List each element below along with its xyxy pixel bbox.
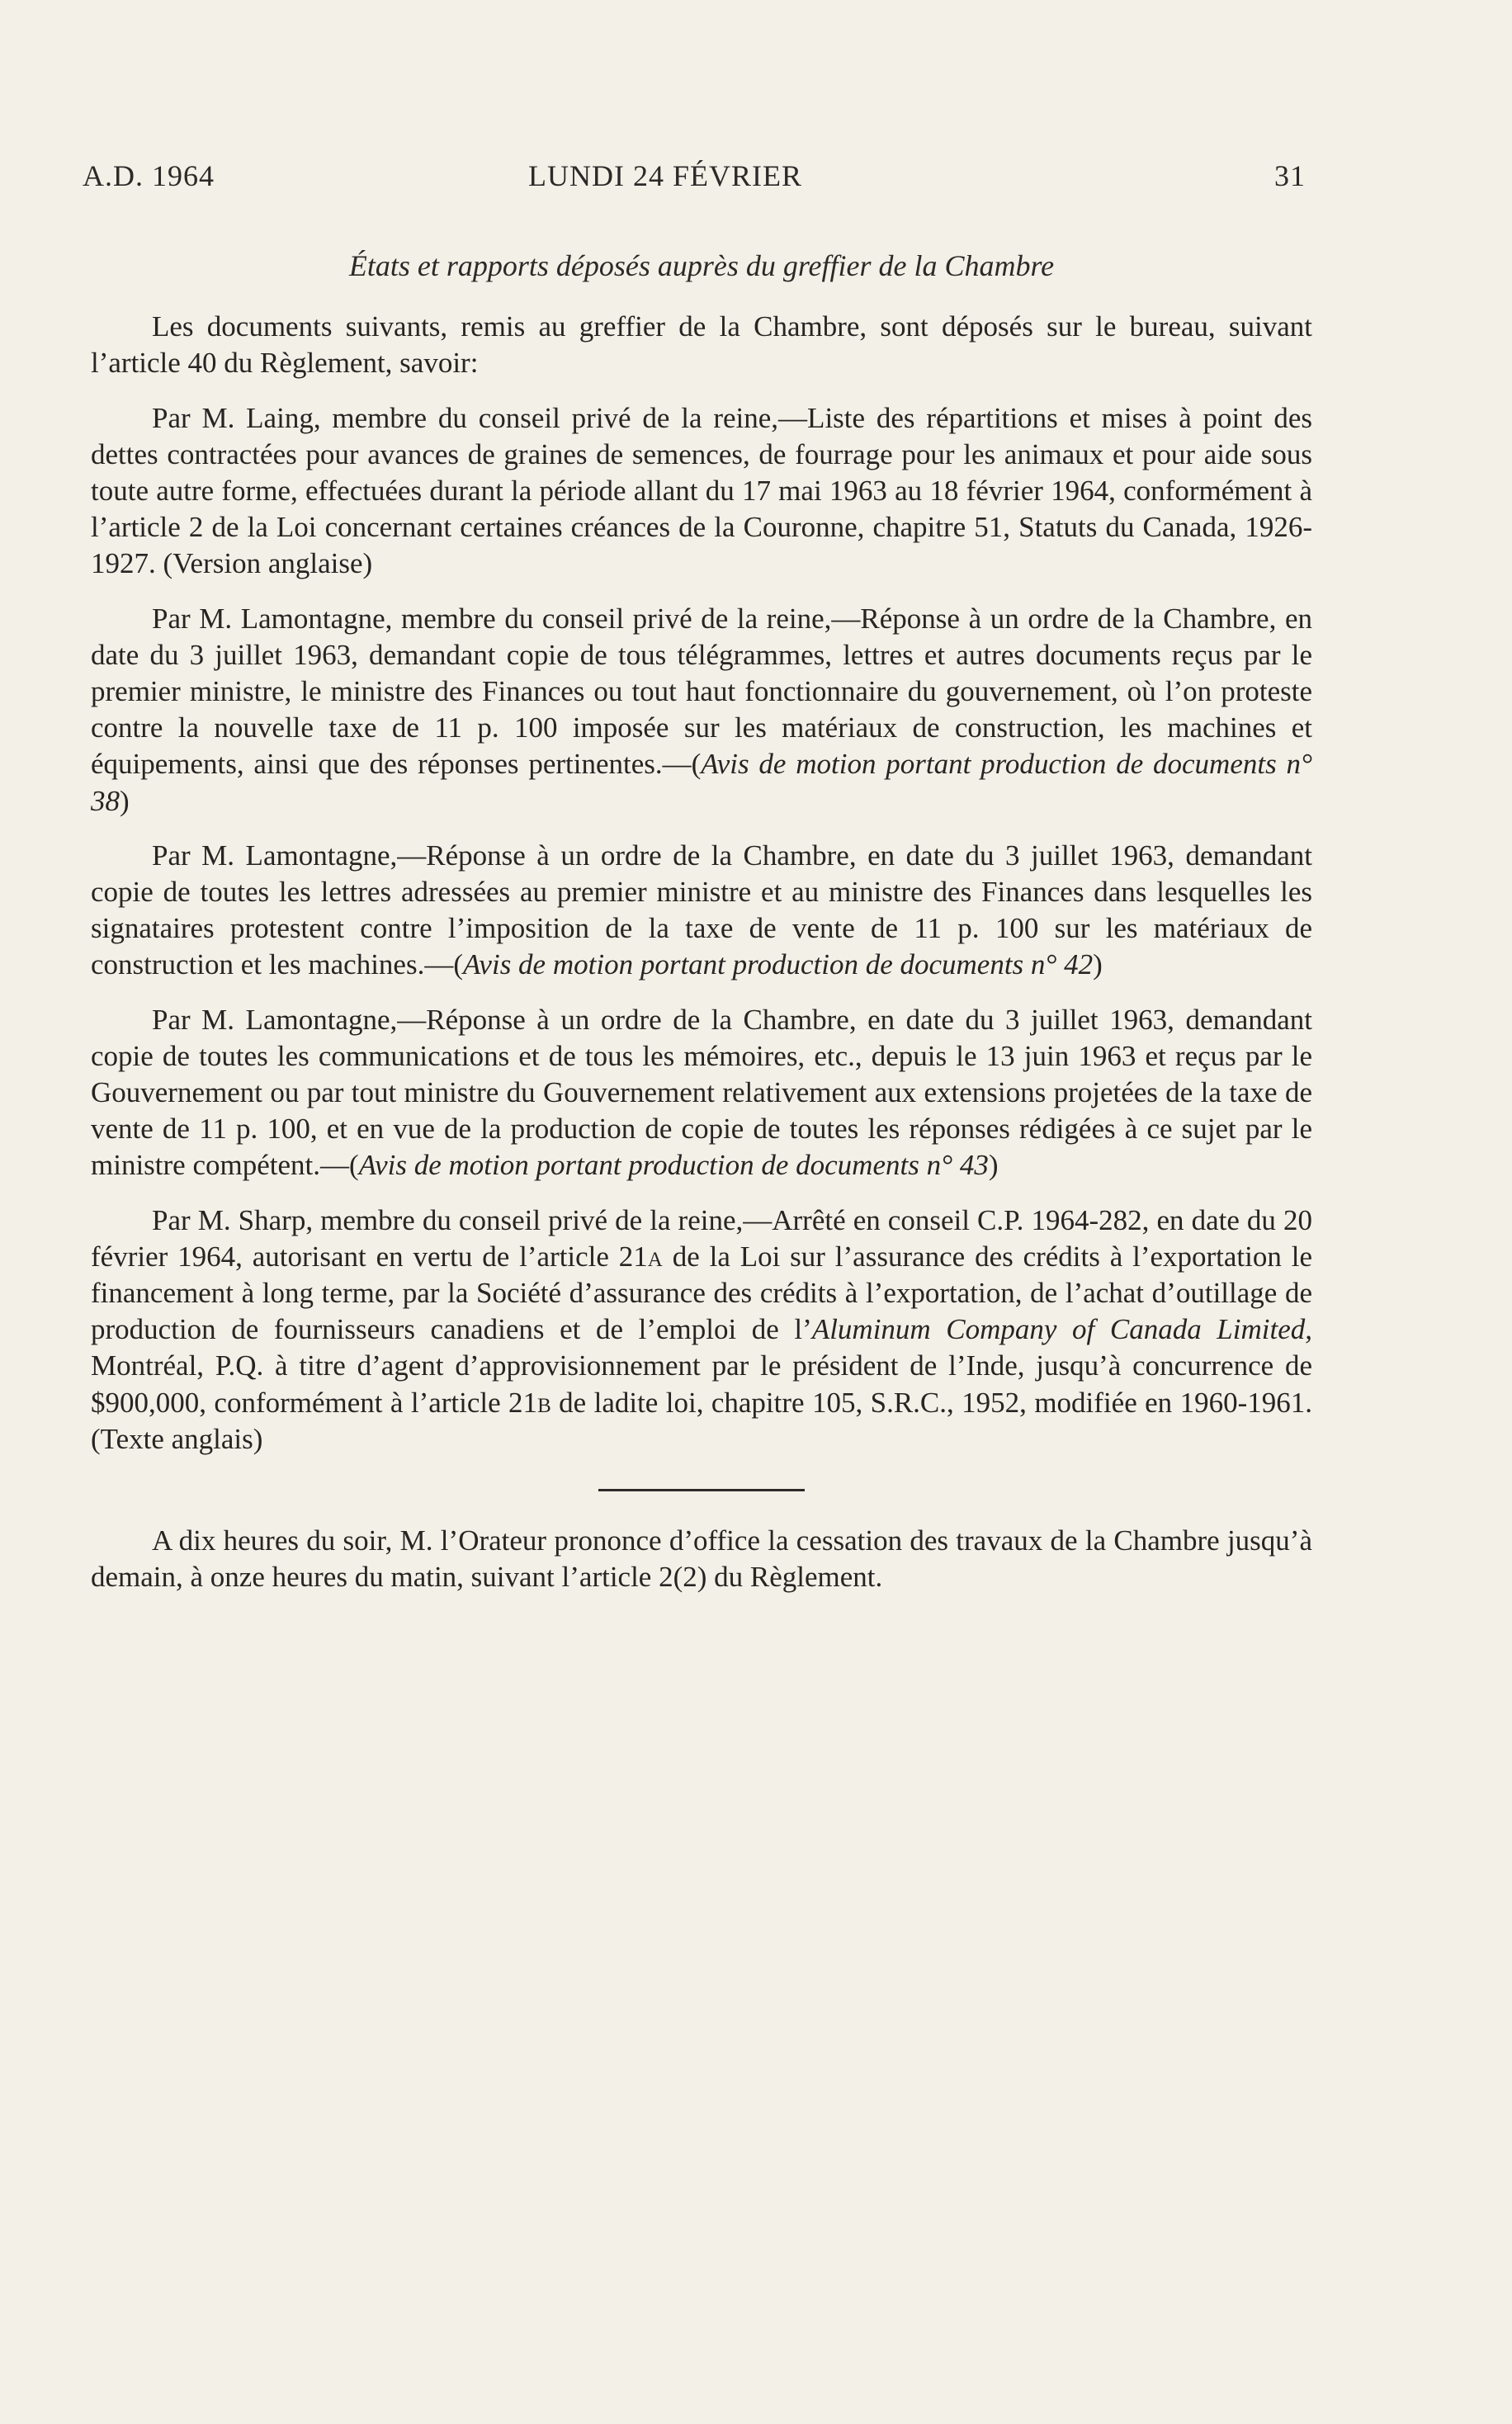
company-name: Aluminum Company of Canada Limited, — [811, 1313, 1312, 1346]
paragraph-text-end: ) — [120, 784, 130, 817]
motion-reference: Avis de motion portant production de documents n° 38 — [91, 748, 1312, 817]
body-text — [91, 248, 1312, 1614]
section-title: États et rapports déposés auprès du greffier de la Chambre — [348, 249, 1055, 282]
paragraph-text: de ladite loi, chapitre 105, S.R.C., 1952, modifiée en 1960-1961. (Texte anglais) — [91, 1386, 1312, 1455]
paragraph-lamontagne-2 — [91, 838, 1312, 984]
paragraph-text-end: ) — [1093, 948, 1103, 981]
paragraph-text: de la Loi sur l’assurance des crédits à l’exportation le financement à long terme, par la Société d’assurance des crédits à l’exportation, de l’achat d’outillage de production de fournisseurs canadiens et de l’emploi de l’ — [91, 1240, 1312, 1346]
paragraph-sharp — [91, 1203, 1312, 1458]
header-date: LUNDI 24 FÉVRIER — [528, 159, 802, 192]
intro-paragraph: Les documents suivants, remis au greffier de la Chambre, sont déposés sur le bureau, suivant l’article 40 du Règlement, savoir: — [91, 310, 1312, 380]
paragraph-text: Montréal, P.Q. à titre d’agent d’approvisionnement par le président de l’Inde, jusqu’à concurrence de $900,000, conformément à l’article 21 — [91, 1349, 1312, 1419]
closing-paragraph: A dix heures du soir, M. l’Orateur prononce d’office la cessation des travaux de la Chambre jusqu’à demain, à onze heures du matin, suivant l’article 2(2) du Règlement. — [91, 1524, 1312, 1594]
header-year: A.D. 1964 — [83, 159, 215, 192]
paragraph-lamontagne-1 — [91, 601, 1312, 820]
motion-reference: Avis de motion portant production de documents n° 42 — [462, 948, 1094, 981]
article-suffix: b — [537, 1386, 551, 1419]
page-number: 31 — [1274, 159, 1306, 192]
section-divider — [598, 1489, 805, 1491]
paragraph-text: Par M. Sharp, membre du conseil privé de la reine,—Arrêté en conseil C.P. 1964-282, en date du 20 février 1964, autorisant en vertu de l’article 21 — [91, 1203, 1312, 1273]
paragraph-lamontagne-3 — [91, 1002, 1312, 1184]
paragraph-text: Par M. Lamontagne,—Réponse à un ordre de la Chambre, en date du 3 juillet 1963, demandant copie de toutes les lettres adressées au premier ministre et au ministre des Finances dans lesquelles les signataires protestent contre l’imposition de la taxe de vente de 11 p. 100 sur les matériaux de construction et les machines.—( — [91, 839, 1312, 981]
running-head — [83, 158, 1306, 200]
paragraph-text-end: ) — [988, 1149, 999, 1182]
paragraph-text: Par M. Lamontagne,—Réponse à un ordre de la Chambre, en date du 3 juillet 1963, demandant copie de toutes les communications et de tous les mémoires, etc., depuis le 13 juin 1963 et reçus par le Gouvernement ou par tout ministre du Gouvernement relativement aux extensions projetées de la taxe de vente de 11 p. 100, et en vue de la production de copie de toutes les réponses rédigées à ce sujet par le ministre compétent.—( — [91, 1003, 1312, 1182]
paragraph-laing: Par M. Laing, membre du conseil privé de la reine,—Liste des répartitions et mises à point des dettes contractées pour avances de graines de semences, de fourrage pour les animaux et pour aide sous toute autre forme, effectuées durant la période allant du 17 mai 1963 au 18 février 1964, conformément à l’article 2 de la Loi concernant certaines créances de la Couronne, chapitre 51, Statuts du Canada, 1926-1927. (Version anglaise) — [91, 401, 1312, 580]
motion-reference: Avis de motion portant production de documents n° 43 — [358, 1149, 989, 1182]
paragraph-text: Par M. Lamontagne, membre du conseil privé de la reine,—Réponse à un ordre de la Chambre, en date du 3 juillet 1963, demandant copie de tous télégrammes, lettres et autres documents reçus par le premier ministre, le ministre des Finances ou tout haut fonctionnaire du gouvernement, où l’on proteste contre la nouvelle taxe de 11 p. 100 imposée sur les matériaux de construction, les machines et équipements, ainsi que des réponses pertinentes.—( — [91, 602, 1312, 781]
article-suffix: a — [647, 1240, 663, 1273]
